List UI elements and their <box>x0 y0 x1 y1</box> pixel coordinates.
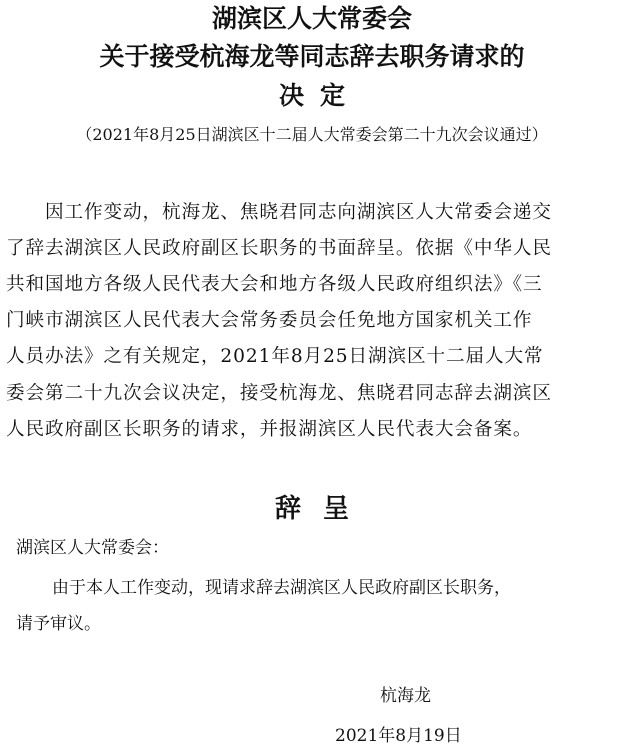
resignation-heading: 辞呈 <box>274 494 371 524</box>
resignation-body-line: 由于本人工作变动，现请求辞去湖滨区人民政府副区长职务， <box>52 578 511 598</box>
decision-line: 因工作变动，杭海龙、焦晓君同志向湖滨区人大常委会递交 <box>6 202 552 223</box>
document-title-line-3: 决定 <box>278 81 361 110</box>
decision-line: 了辞去湖滨区人民政府副区长职务的书面辞呈。依据《中华人民 <box>6 238 552 259</box>
decision-line: 委会第二十九次会议决定，接受杭海龙、焦晓君同志辞去湖滨区 <box>6 383 552 404</box>
signature-date: 2021年8月19日 <box>335 726 462 746</box>
decision-line: 门峡市湖滨区人民代表大会常务委员会任免地方国家机关工作 <box>6 310 533 331</box>
resignation-body-line: 请予审议。 <box>16 614 101 634</box>
decision-line: 人员办法》之有关规定，2021年8月25日湖滨区十二届人大常 <box>6 346 544 367</box>
decision-line: 共和国地方各级人民代表大会和地方各级人民政府组织法》《三 <box>6 274 543 295</box>
document-title-line-1: 湖滨区人大常委会 <box>211 4 412 33</box>
resignation-salutation: 湖滨区人大常委会： <box>16 538 169 558</box>
document-title-line-2: 关于接受杭海龙等同志辞去职务请求的 <box>99 42 525 71</box>
document-subtitle: （2021年8月25日湖滨区十二届人大常委会第二十九次会议通过） <box>76 125 548 144</box>
signer-name: 杭海龙 <box>380 686 431 706</box>
decision-line: 人民政府副区长职务的请求，并报湖滨区人民代表大会备案。 <box>6 419 533 440</box>
